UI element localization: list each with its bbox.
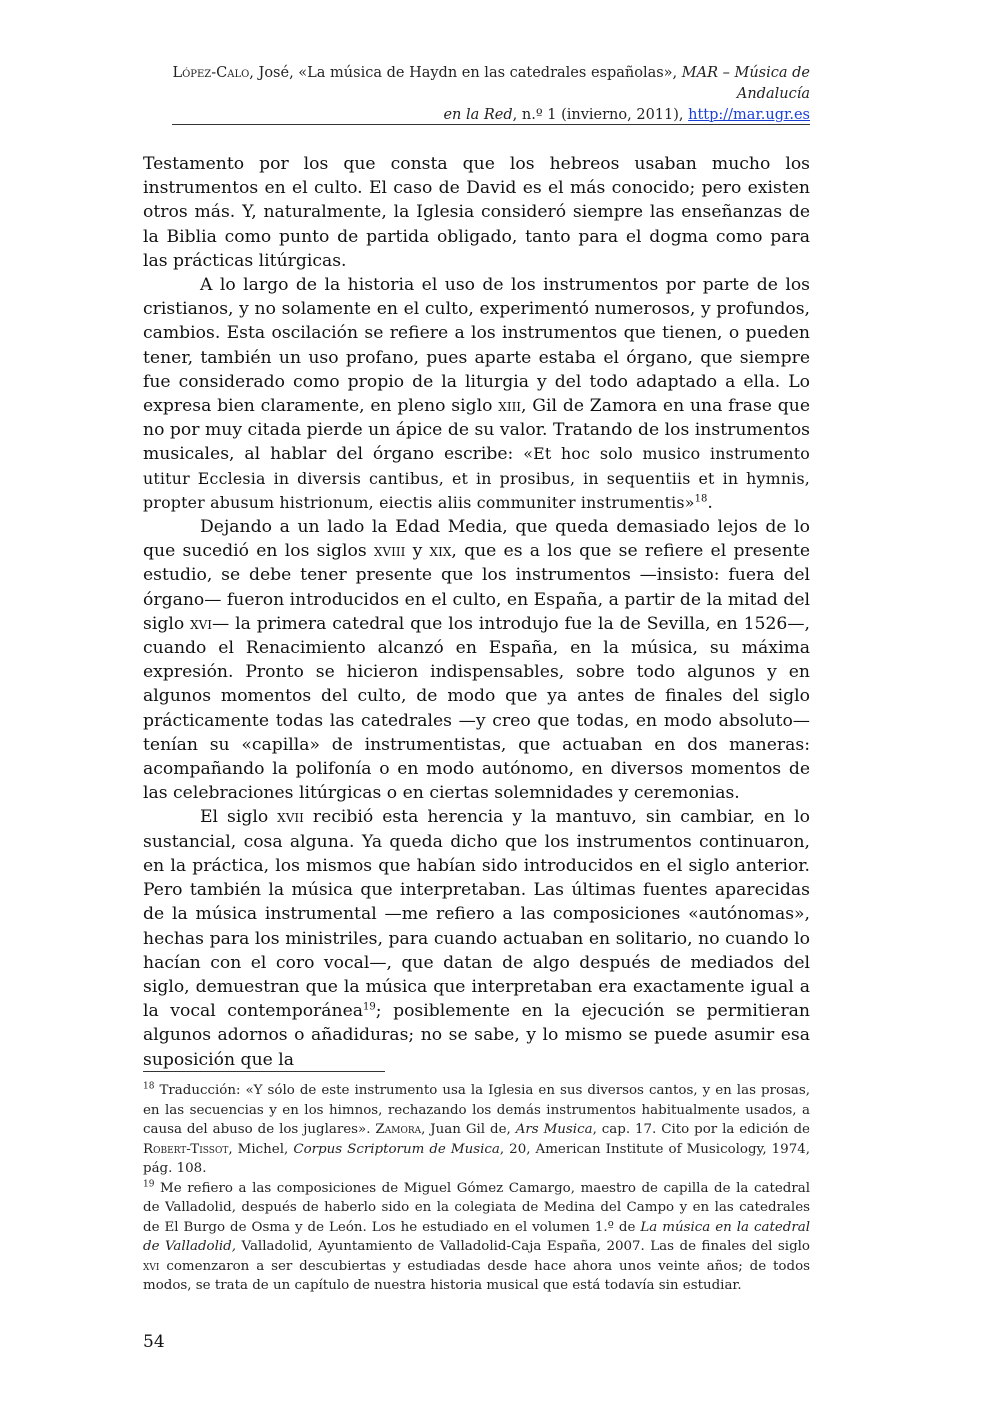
- footnote-divider: [143, 1071, 385, 1072]
- footnote-18: $^{18}$ Traducción: «Y sólo de este instrumento usa la Iglesia en sus diversos cantos, y en las prosas, en las secuencias y en los himnos, rechazando los demás instrumentos habitualmente usados, a causa del abuso de los juglares». Zamora, Juan Gil de, Ars Musica, cap. 17. Cito por la edición de Robert-Tissot, Michel, Corpus Scriptorum de Musica, 20, American Institute of Musicology, 1974, pág. 108.: [143, 1081, 810, 1176]
- header-author: López-Calo: [172, 65, 250, 81]
- paragraph-1: Testamento por los que consta que los hebreos usaban mucho los instrumentos en el culto. El caso de David es el más conocido; pero existen otros más. Y, naturalmente, la Iglesia consideró siempre las enseñanzas de la Biblia como punto de partida obligado, tanto para el dogma como para las prácticas litúrgicas.: [143, 154, 810, 271]
- main-text: [143, 152, 810, 1072]
- header-url-link[interactable]: http://mar.ugr.es: [688, 107, 810, 123]
- footnotes: [143, 1081, 810, 1296]
- century-xvii: xvii: [277, 807, 304, 828]
- header-issue: , n.º 1 (invierno, 2011),: [512, 107, 689, 123]
- header-divider: [172, 124, 810, 125]
- header-journal: MAR – Música de Andalucía: [681, 65, 810, 102]
- century-xvi: xvi: [190, 613, 213, 634]
- header-journal-cont: en la Red: [443, 107, 513, 123]
- header-line-2: [145, 105, 810, 126]
- footnote-18-number: 18: [143, 1081, 155, 1092]
- footnote-19: $^{19}$ Me refiero a las composiciones de Miguel Gómez Camargo, maestro de capilla de la catedral de Valladolid, después de haberlo sido en la colegiata de Medina del Campo y en las catedrales de El Burgo de Osma y de León. Los he estudiado en el volumen 1.º de La música en la catedral de Valladolid, Valladolid, Ayuntamiento de Valladolid-Caja España, 2007. Las de finales del siglo xvi comenzaron a ser descubiertas y estudiadas desde hace ahora unos veinte años; de todos modos, se trata de un capítulo de nuestra historia musical que está todavía sin estudiar.: [143, 1179, 810, 1293]
- page-number: 54: [143, 1332, 165, 1352]
- century-xix: xix: [429, 541, 452, 562]
- paragraph-4: El siglo xvii recibió esta herencia y la mantuvo, sin cambiar, en lo sustancial, cosa alguna. Ya queda dicho que los instrumentos continuaron, en la práctica, los mismos que habían sido introducidos en el siglo anterior. Pero también la música que interpretaban. Las últimas fuentes aparecidas de la música instrumental —me refiero a las composiciones «autónomas», hechas para los ministriles, para cuando actuaban en solitario, no cuando lo hacían con el coro vocal—, que datan de algo después de mediados del siglo, demuestran que la música que interpretaban era exactamente igual a la vocal contemporánea$^{19}$; posiblemente en la ejecución se permitieran algunos adornos o añadiduras; no se sabe, y lo mismo se puede asumir esa suposición que la: [143, 807, 810, 1070]
- header-article: , José, «La música de Haydn en las catedrales españolas»,: [249, 65, 682, 81]
- latin-quote: «Et hoc solo musico instrumento utitur Ecclesia in diversis cantibus, et in prosibus, in sequentiis et in hymnis, propter abusum histrionum, eiectis aliis communiter instrumentis»: [143, 444, 810, 512]
- paragraph-3: Dejando a un lado la Edad Media, que queda demasiado lejos de lo que sucedió en los siglos xviii y xix, que es a los que se refiere el presente estudio, se debe tener presente que los instrumentos —insisto: fuera del órgano— fueron introducidos en el culto, en España, a partir de la mitad del siglo xvi— la primera catedral que los introdujo fue la de Sevilla, en 1526—, cuando el Renacimiento alcanzó en España, en la música, su máxima expresión. Pronto se hicieron indispensables, sobre todo algunos y en algunos momentos del culto, de modo que ya antes de finales del siglo prácticamente todas las catedrales —y creo que todas, en modo absoluto— tenían su «capilla» de instrumentistas, que actuaban en dos maneras: acompañando la polifonía o en modo autónomo, en diversos momentos de las celebraciones litúrgicas o en ciertas solemnidades y ceremonias.: [143, 517, 810, 804]
- footnote-19-number: 19: [143, 1179, 155, 1190]
- header-line-1: [145, 63, 810, 105]
- running-header: [145, 63, 810, 126]
- footnote-ref-18[interactable]: 18: [694, 493, 708, 505]
- century-xiii: xiii: [498, 396, 522, 417]
- paragraph-2: A lo largo de la historia el uso de los instrumentos por parte de los cristianos, y no solamente en el culto, experimentó numerosos, y profundos, cambios. Esta oscilación se refiere a los instrumentos que tienen, o pueden tener, también un uso profano, pues aparte estaba el órgano, que siempre fue considerado como propio de la liturgia y del todo adaptado a ella. Lo expresa bien claramente, en pleno siglo xiii, Gil de Zamora en una frase que no por muy citada pierde un ápice de su valor. Tratando de los instrumentos musicales, al hablar del órgano escribe: «Et hoc solo musico instrumento utitur Ecclesia in diversis cantibus, et in prosibus, in sequentiis et in hymnis, propter abusum histrionum, eiectis aliis communiter instrumentis»$^{18}$.: [143, 275, 810, 513]
- footnote-ref-19[interactable]: 19: [363, 1001, 376, 1013]
- century-xviii: xviii: [373, 541, 406, 562]
